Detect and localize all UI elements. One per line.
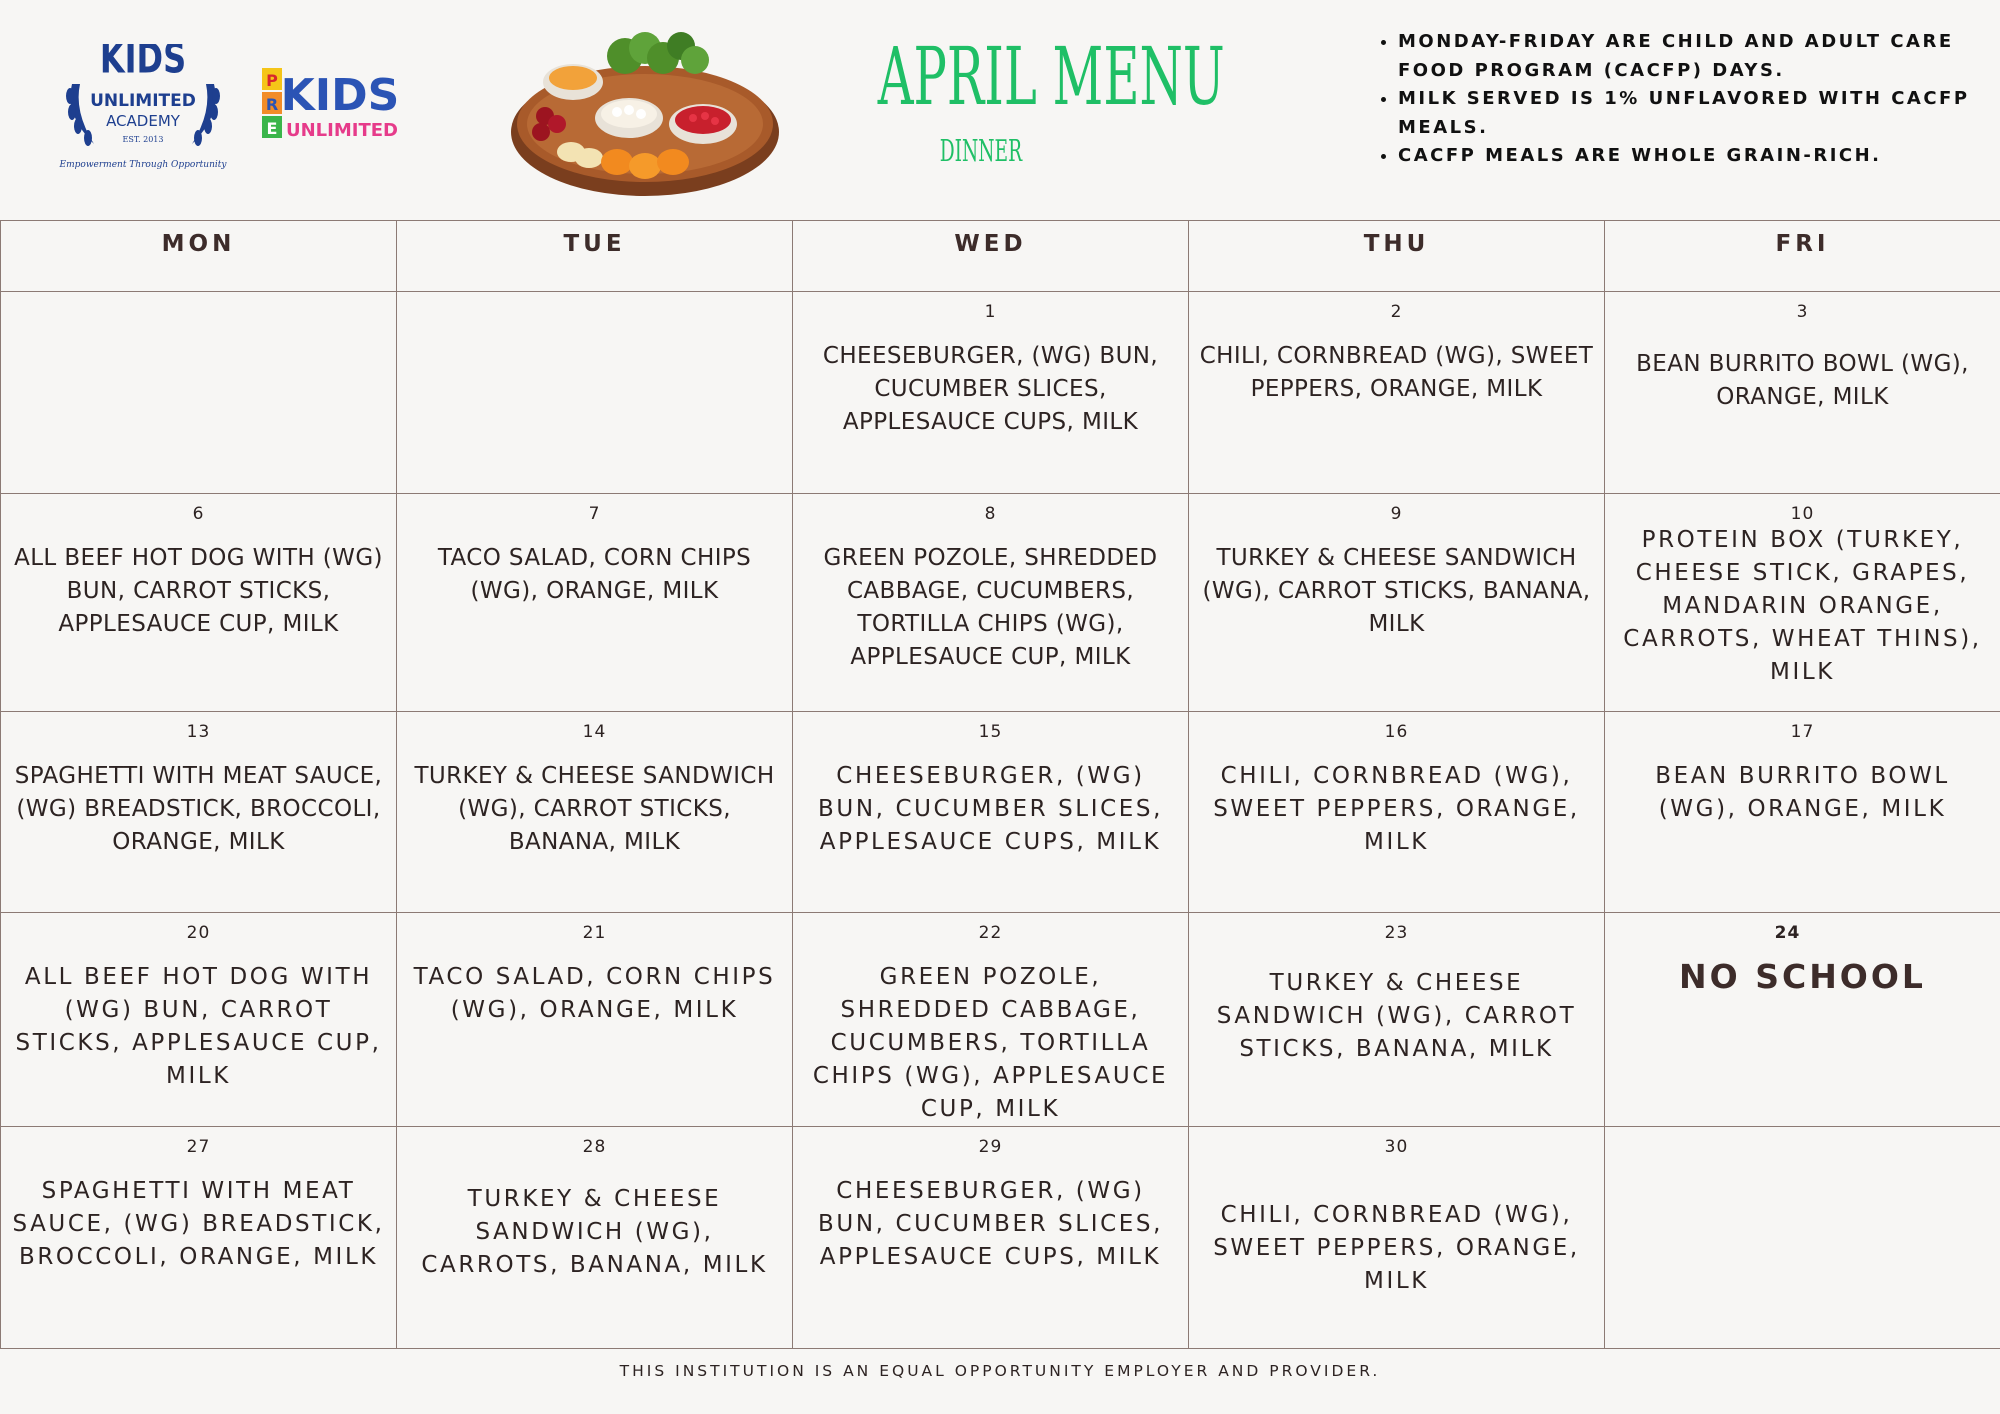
no-school-label: NO SCHOOL <box>1679 957 1926 996</box>
weekday-header: WED <box>793 221 1189 292</box>
meal-text: TACO SALAD, CORN CHIPS (WG), ORANGE, MILK <box>437 545 752 604</box>
program-notes <box>1372 28 1998 171</box>
pre-logo-unlimited: UNLIMITED <box>286 120 398 141</box>
meal-text: SPAGHETTI WITH MEAT SAUCE, (WG) BREADSTICK, BROCCOLI, ORANGE, MILK <box>14 763 383 855</box>
header <box>0 0 2000 220</box>
day-number: 28 <box>582 1137 607 1157</box>
week-row <box>1 712 2000 913</box>
day-cell <box>793 913 1189 1127</box>
kids-unlimited-academy-logo <box>58 44 228 174</box>
day-number: 14 <box>582 722 607 742</box>
day-cell <box>397 712 793 913</box>
day-cell <box>397 494 793 712</box>
day-number: 2 <box>1390 302 1403 322</box>
weekday-header: THU <box>1189 221 1605 292</box>
day-cell-empty <box>1605 1127 2000 1349</box>
day-number: 20 <box>186 923 211 943</box>
meal-text: ALL BEEF HOT DOG WITH (WG) BUN, CARROT STICKS, APPLESAUCE CUP, MILK <box>14 545 383 637</box>
note-item: • CACFP MEALS ARE WHOLE GRAIN-RICH. <box>1398 142 1998 171</box>
weekday-header: FRI <box>1605 221 2000 292</box>
note-item: • MILK SERVED IS 1% UNFLAVORED WITH CACFP MEALS. <box>1398 85 1998 142</box>
food-platter-illustration <box>505 20 785 200</box>
day-cell <box>1189 1127 1605 1349</box>
meal-text: GREEN POZOLE, SHREDDED CABBAGE, CUCUMBERS, TORTILLA CHIPS (WG), APPLESAUCE CUP, MILK <box>812 964 1169 1122</box>
day-cell <box>1 712 397 913</box>
day-number: 1 <box>984 302 997 322</box>
week-row <box>1 1127 2000 1349</box>
note-item: • MONDAY-FRIDAY ARE CHILD AND ADULT CARE FOOD PROGRAM (CACFP) DAYS. <box>1398 28 1998 85</box>
day-cell <box>1189 712 1605 913</box>
week-row <box>1 913 2000 1127</box>
pre-letter-p: P <box>266 71 278 90</box>
day-number: 29 <box>978 1137 1003 1157</box>
meal-text: TURKEY & CHEESE SANDWICH (WG), CARROTS, BANANA, MILK <box>421 1186 768 1278</box>
day-number: 3 <box>1796 302 1809 322</box>
meal-text: CHEESEBURGER, (WG) BUN, CUCUMBER SLICES, APPLESAUCE CUPS, MILK <box>818 1178 1163 1270</box>
day-number: 15 <box>978 722 1003 742</box>
day-number: 27 <box>186 1137 211 1157</box>
day-cell <box>1189 494 1605 712</box>
day-number: 22 <box>978 923 1003 943</box>
day-cell <box>397 1127 793 1349</box>
academy-logo-academy: ACADEMY <box>106 112 180 130</box>
day-cell <box>1189 292 1605 494</box>
pre-logo-kids: KIDS <box>280 70 400 121</box>
meal-text: CHILI, CORNBREAD (WG), SWEET PEPPERS, ORANGE, MILK <box>1199 343 1594 402</box>
day-cell <box>1605 494 2000 712</box>
academy-logo-est: EST. 2013 <box>122 135 164 144</box>
academy-logo-tagline: Empowerment Through Opportunity <box>59 160 227 170</box>
day-cell <box>793 494 1189 712</box>
day-number: 6 <box>192 504 205 524</box>
day-cell <box>1 494 397 712</box>
week-row <box>1 292 2000 494</box>
day-cell <box>793 292 1189 494</box>
day-number: 21 <box>582 923 607 943</box>
weekday-header-row <box>1 221 2000 292</box>
weekday-header: TUE <box>397 221 793 292</box>
day-number: 30 <box>1384 1137 1409 1157</box>
day-cell <box>1189 913 1605 1127</box>
weekday-header: MON <box>1 221 397 292</box>
meal-text: CHILI, CORNBREAD (WG), SWEET PEPPERS, ORANGE, MILK <box>1213 1202 1580 1294</box>
meal-text: GREEN POZOLE, SHREDDED CABBAGE, CUCUMBERS, TORTILLA CHIPS (WG), APPLESAUCE CUP, MILK <box>823 545 1158 670</box>
meal-text: PROTEIN BOX (TURKEY, CHEESE STICK, GRAPES, MANDARIN ORANGE, CARROTS, WHEAT THINS), MILK <box>1623 527 1982 685</box>
day-cell-holiday <box>1605 913 2000 1127</box>
meal-text: ALL BEEF HOT DOG WITH (WG) BUN, CARROT STICKS, APPLESAUCE CUP, MILK <box>15 964 382 1089</box>
day-number: 23 <box>1384 923 1409 943</box>
day-number: 9 <box>1390 504 1403 524</box>
day-number: 10 <box>1790 504 1815 524</box>
meal-text: TACO SALAD, CORN CHIPS (WG), ORANGE, MILK <box>413 964 776 1023</box>
footer-statement: THIS INSTITUTION IS AN EQUAL OPPORTUNITY EMPLOYER AND PROVIDER. <box>619 1362 1381 1380</box>
meal-text: TURKEY & CHEESE SANDWICH (WG), CARROT STICKS, BANANA, MILK <box>1216 970 1577 1062</box>
day-number: 16 <box>1384 722 1409 742</box>
day-number: 8 <box>984 504 997 524</box>
day-number: 24 <box>1774 923 1801 943</box>
meal-text: CHEESEBURGER, (WG) BUN, CUCUMBER SLICES, APPLESAUCE CUPS, MILK <box>818 763 1163 855</box>
pre-kids-unlimited-logo <box>260 60 400 144</box>
day-number: 17 <box>1790 722 1815 742</box>
pre-letter-r: R <box>265 95 279 114</box>
day-cell <box>1 1127 397 1349</box>
menu-title: APRIL MENU <box>877 30 1225 123</box>
meal-text: BEAN BURRITO BOWL (WG), ORANGE, MILK <box>1636 351 1969 410</box>
day-cell <box>1605 292 2000 494</box>
day-cell-empty <box>397 292 793 494</box>
day-number: 7 <box>588 504 601 524</box>
menu-calendar <box>0 220 2000 1349</box>
day-cell <box>1605 712 2000 913</box>
pre-letter-e: E <box>266 119 278 138</box>
meal-text: BEAN BURRITO BOWL (WG), ORANGE, MILK <box>1655 763 1950 822</box>
day-cell <box>1 913 397 1127</box>
day-cell <box>397 913 793 1127</box>
meal-text: CHILI, CORNBREAD (WG), SWEET PEPPERS, ORANGE, MILK <box>1213 763 1580 855</box>
day-number: 13 <box>186 722 211 742</box>
day-cell <box>793 1127 1189 1349</box>
academy-logo-kids: KIDS <box>99 44 187 83</box>
meal-text: TURKEY & CHEESE SANDWICH (WG), CARROT STICKS, BANANA, MILK <box>1202 545 1591 637</box>
week-row <box>1 494 2000 712</box>
day-cell-empty <box>1 292 397 494</box>
meal-text: SPAGHETTI WITH MEAT SAUCE, (WG) BREADSTICK, BROCCOLI, ORANGE, MILK <box>12 1178 385 1270</box>
meal-text: TURKEY & CHEESE SANDWICH (WG), CARROT STICKS, BANANA, MILK <box>414 763 775 855</box>
day-cell <box>793 712 1189 913</box>
meal-text: CHEESEBURGER, (WG) BUN, CUCUMBER SLICES, APPLESAUCE CUPS, MILK <box>822 343 1159 435</box>
academy-logo-unlimited: UNLIMITED <box>90 91 196 111</box>
menu-subtitle: DINNER <box>939 134 1023 169</box>
